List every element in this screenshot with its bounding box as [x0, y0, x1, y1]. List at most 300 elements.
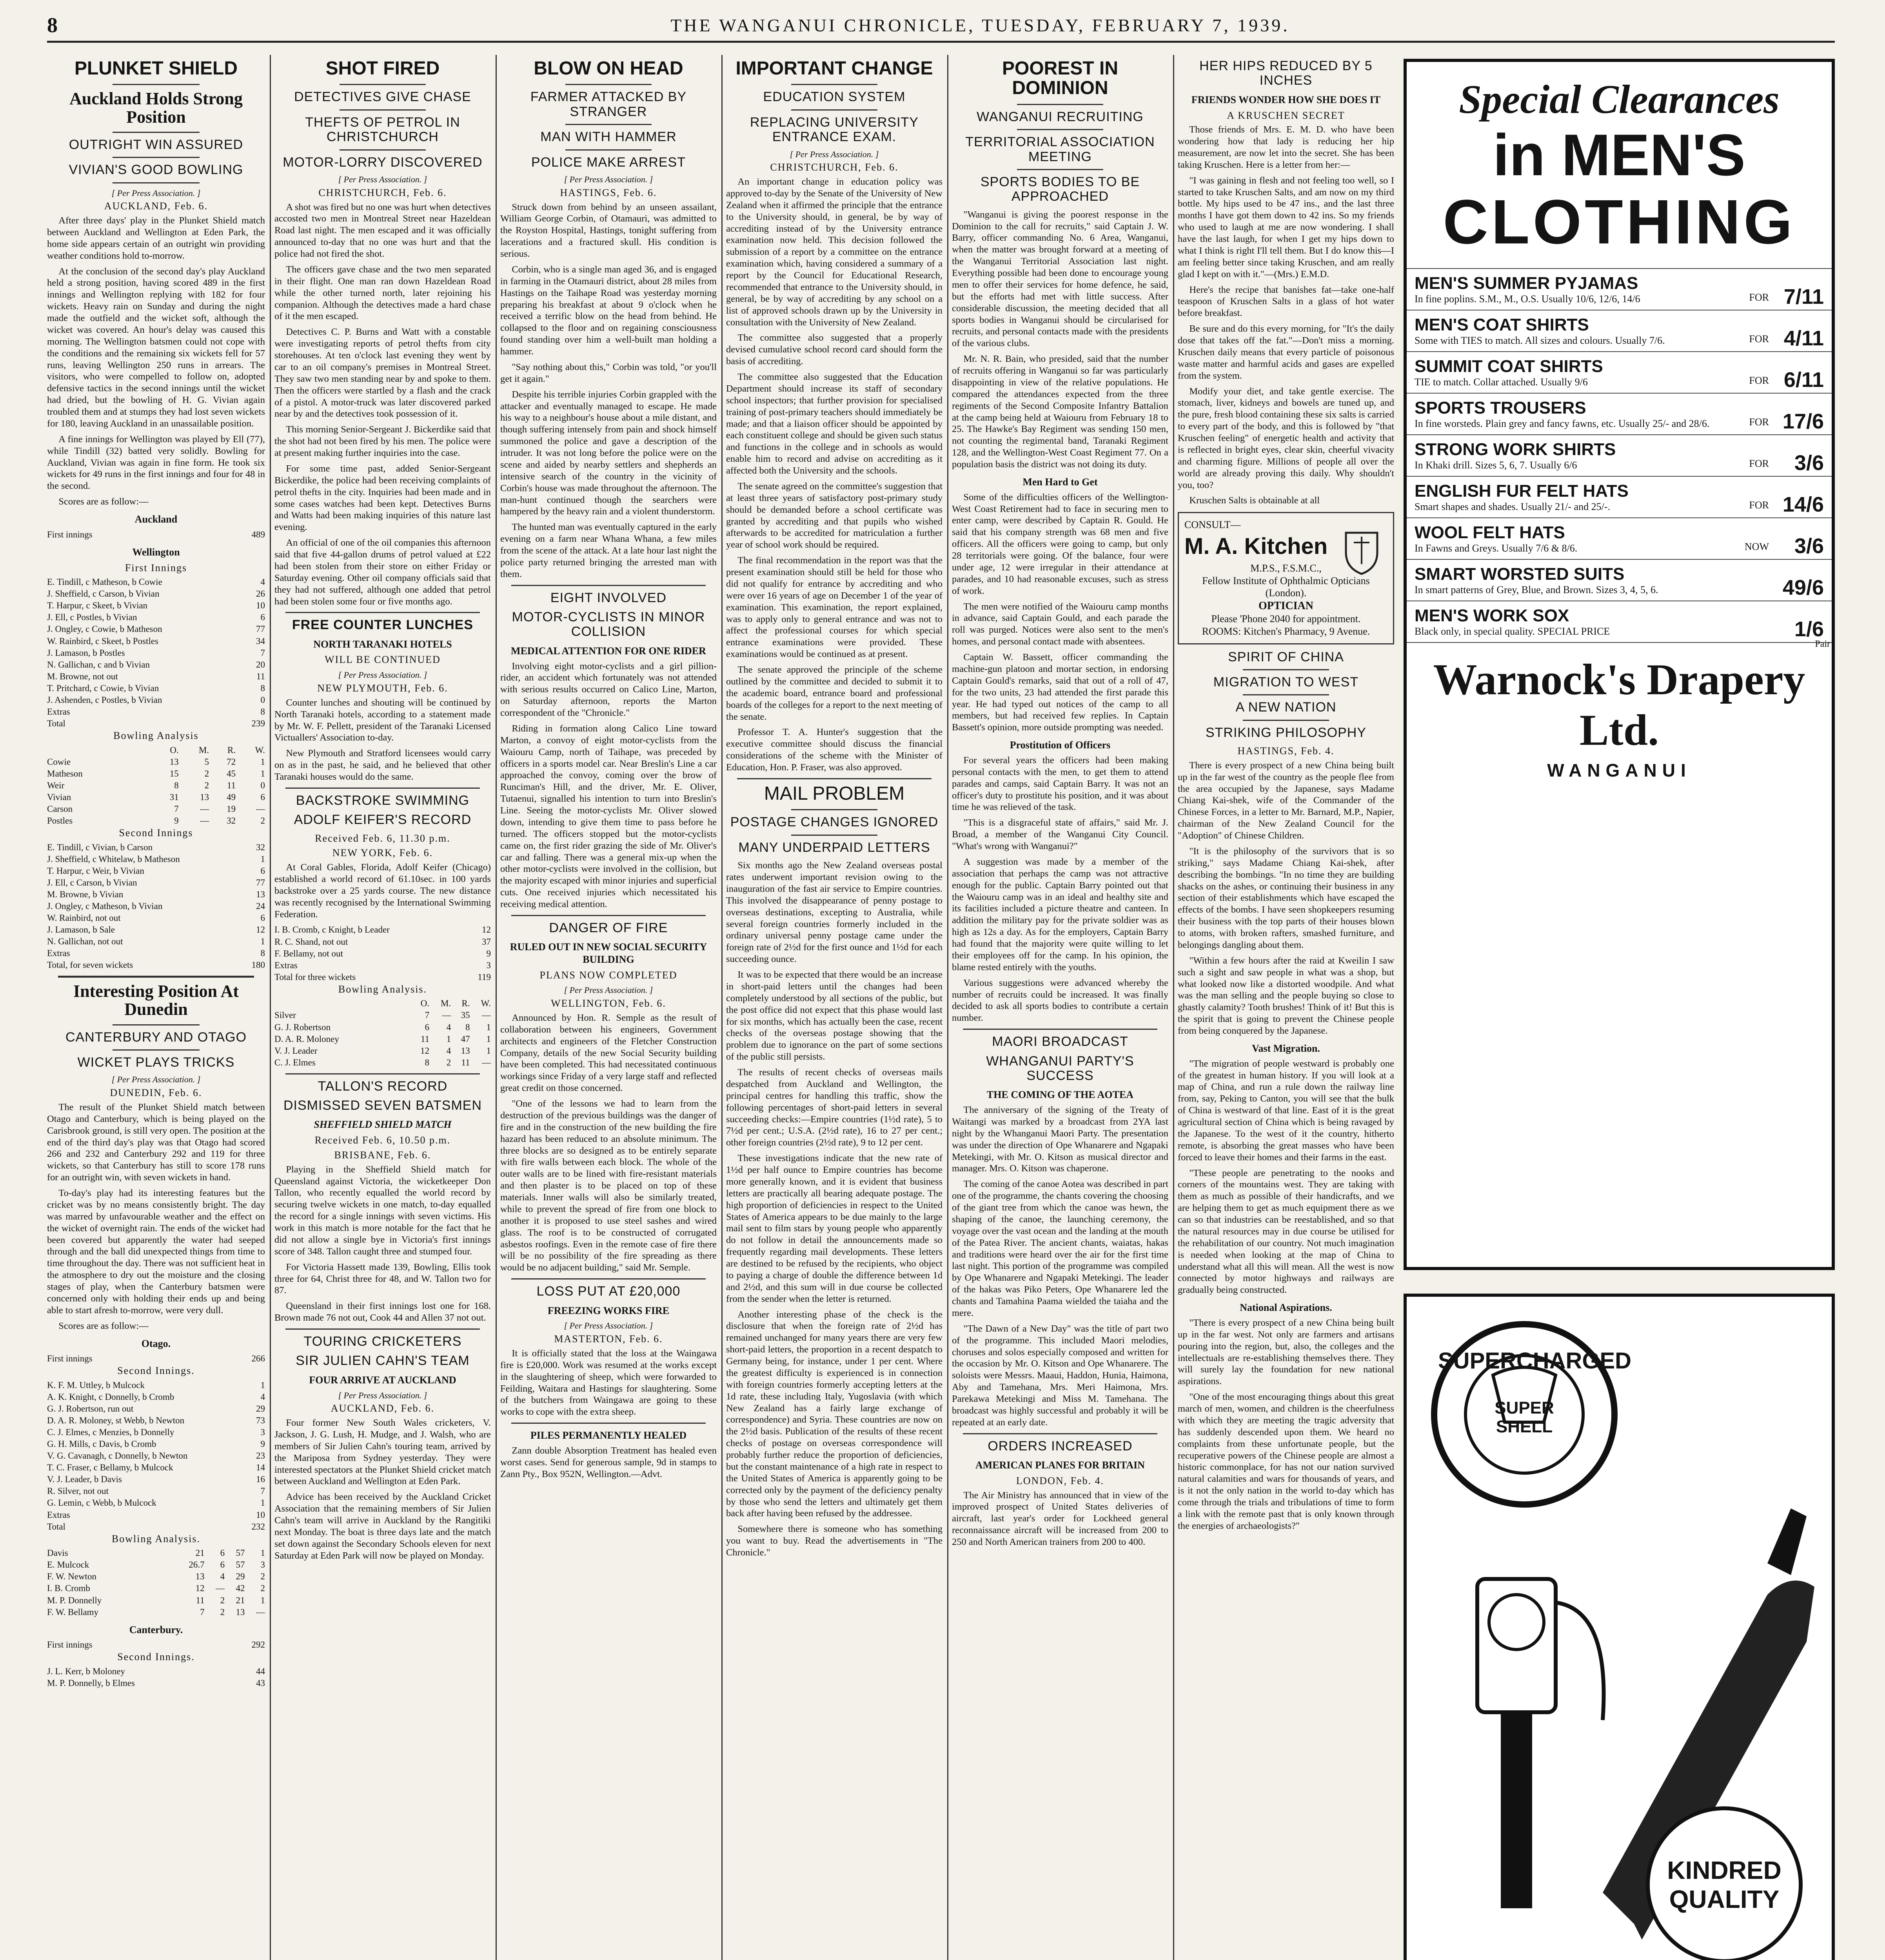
scorecard-auckland [47, 529, 265, 541]
score-value: — [442, 1010, 451, 1020]
ad-item-price: 3/6 [1794, 534, 1824, 558]
ad-item-desc: Black only, in special quality. SPECIAL PRICE [1415, 626, 1610, 637]
score-row [47, 1485, 265, 1497]
headline-plunket-shield: PLUNKET SHIELD [74, 58, 238, 79]
dateline: AUCKLAND, Feb. 6. [331, 1403, 435, 1414]
paragraph: Announced by Hon. R. Semple as the result of collaboration between his engineers, Government architects and engineers of the Fletcher Construction Company, details of the new Social Security building have been completed. This had necessitated continuous workings since Friday of a very large staff and reflected great credit on those concerned. [500, 1012, 717, 1094]
score-value: 14 [256, 1463, 265, 1473]
ad-item [1407, 476, 1832, 517]
score-value: 2 [260, 1583, 265, 1593]
score-row [47, 1639, 265, 1651]
score-value: 9 [486, 948, 491, 958]
score-row [47, 647, 265, 659]
headline-kruschen: HER HIPS REDUCED BY 5 INCHES [1199, 58, 1373, 88]
ad-item-desc: In fine worsteds. Plain grey and fancy fawns, etc. Usually 25/- and 28/6. [1415, 418, 1710, 429]
newspaper-title: THE WANGANUI CHRONICLE, TUESDAY, FEBRUARY 7, 1939. [670, 15, 1290, 35]
score-value: 7 [200, 1607, 205, 1617]
divider [791, 109, 878, 111]
paragraph: Struck down from behind by an unseen assailant, William George Corbin, of Otamauri, was admitted to the Royston Hospital, Hastings, tonight suffering from lacerations and a fractured skull. His condition is serious. [500, 201, 717, 259]
masthead [47, 9, 1835, 43]
score-row [274, 1045, 491, 1057]
shell-advert [1404, 1294, 1835, 1960]
column-4 [726, 55, 942, 1960]
divider [113, 157, 200, 158]
headline-tallon: TALLON'S RECORD [318, 1078, 448, 1094]
deck: RULED OUT IN NEW SOCIAL SECURITY BUILDING [510, 941, 707, 965]
score-label: First innings [47, 529, 93, 539]
score-value: 13 [195, 1572, 205, 1582]
score-value: 0 [260, 695, 265, 705]
score-label: V. G. Cavanagh, c Donnelly, b Newton [47, 1451, 188, 1461]
paragraph: Mr. N. R. Bain, who presided, said that the number of recruits offering in Wanganui so far was particularly disappointing in view of the relative populations. He compared the attendances expected from the three regiments of the Second Composite Infantry Battalion at the camp being held at Waiouru from February 18 to 25. The Hawke's Bay Regiment was sending 150 men, not counting the regimental band, Taranaki Regiment 128, and the Wellington-West Coast Regiment 77. On a population basis the district was not doing its duty. [952, 354, 1168, 470]
ad-item [1407, 559, 1832, 601]
score-label: J. Ell, c Carson, b Vivian [47, 877, 137, 887]
deck: VIVIAN'S GOOD BOWLING [69, 162, 243, 178]
score-value: 21 [195, 1548, 205, 1558]
deck: FREEZING WORKS FIRE [547, 1305, 670, 1316]
paragraph: It is officially stated that the loss at the Waingawa fire is £20,000. Work was resumed at the works except in the slaughtering of sheep, which were forwarded to Feilding, Waitara and Hastings for slaughtering. Some of the butchers from Waingawa are going to these works to cope with the extra sheep. [500, 1348, 717, 1417]
dateline: HASTINGS, Feb. 4. [1237, 745, 1335, 757]
kitchen-fellow: Fellow Institute of Ophthalmic Opticians (London). [1202, 575, 1370, 599]
paragraph: Queensland in their first innings lost one for 168. Brown made 76 not out, Cook 44 and Allen 37 not out. [274, 1301, 491, 1323]
paragraph: "The migration of people westward is probably one of the greatest in human history. If you will look at a map of China, and run a rule down the railway line from, say, Peking to Canton, you will see that the bulk of China is westward of that line. East of it is the great agricultural section of China which is being ravaged by the Japanese. To the west of it the country, hitherto remote, is absorbing the great masses who have been forced to leave their homes and their farms in the east. [1178, 1058, 1394, 1163]
innings-label: Second Innings. [117, 1651, 195, 1663]
headline-eight-involved: EIGHT INVOLVED [550, 590, 667, 605]
score-value: 12 [195, 1583, 205, 1593]
paragraph: Six months ago the New Zealand overseas postal rates underwent important revision owing to the inauguration of the fast air service to Empire countries. This involved the disappearance of penny postage to overseas destinations, excepting to Australia, while several foreign countries formerly included in the ordinary universal penny postage came under the foreign rate of 2½d for the first ounce and 1½d for each succeeding ounce. [726, 860, 942, 965]
paragraph: Kruschen Salts is obtainable at all [1189, 495, 1320, 506]
ad-item-name: MEN'S SUMMER PYJAMAS [1415, 274, 1638, 293]
score-row [274, 1022, 491, 1033]
score-label: Vivian [47, 792, 71, 802]
bowling-header-cell: O. [420, 998, 430, 1009]
headline-blow-on-head: BLOW ON HEAD [534, 58, 683, 79]
score-label: G. H. Mills, c Davis, b Cromb [47, 1439, 156, 1449]
paragraph: The committee also suggested that the Education Department should increase its staff of secondary school inspectors; that further provision for specialised training of post-primary teachers should immediately be made; and that a liaison officer should be appointed by each constituent college and should be given such status and functions in the college and in schools as would enable him to record and advise on accrediting as it affected both the University and the schools. [726, 372, 942, 476]
paragraph: A fine innings for Wellington was played by Ell (77), while Tindill (32) batted very solidly. Bowling for Auckland, Vivian was again in fine form. He took six wickets for 49 runs in the first innings and four for 48 in the second. [47, 434, 265, 492]
divider [1243, 694, 1329, 695]
score-value: 12 [482, 925, 491, 935]
byline: [ Per Press Association. ] [338, 1390, 427, 1400]
score-row [47, 1583, 265, 1594]
score-value: 37 [482, 936, 491, 947]
score-value: — [200, 815, 209, 826]
score-row [47, 936, 265, 947]
score-label: J. Ongley, c Cowie, b Matheson [47, 624, 162, 634]
dateline: DUNEDIN, Feb. 6. [110, 1087, 202, 1099]
score-value: 8 [260, 683, 265, 693]
bowling-label: Bowling Analysis. [111, 1533, 201, 1544]
paragraph: "One of the most encouraging things about this great march of men, women, and children is the cheerfulness with which they are meeting the tragic adversity that has suddenly descended upon them. We heard no complaints from these unfortunate people, but the recuperative powers of the Chinese people are almost a historic commonplace, for has not our nation survived natural calamities and wars for thousands of years, and is it not the only nation in the world to-day which has come through the trials and tribulations of time to form a link with the remote past that is only known through the energies of archaeologists?" [1178, 1392, 1394, 1531]
score-label: N. Gallichan, not out [47, 936, 123, 947]
divider [285, 1328, 480, 1330]
score-value: 119 [478, 972, 491, 982]
bowling-header [47, 744, 265, 756]
ad-item [1407, 393, 1832, 434]
score-value: 1 [260, 1498, 265, 1508]
score-row [47, 803, 265, 815]
subheading: Vast Migration. [1252, 1042, 1320, 1054]
headline-orders: ORDERS INCREASED [988, 1438, 1133, 1454]
score-row [47, 635, 265, 647]
kindred-text: KINDRED [1667, 1856, 1781, 1884]
divider [791, 809, 878, 810]
score-value: 32 [227, 815, 236, 826]
score-label: T. Harpur, c Weir, b Vivian [47, 866, 144, 876]
bowling-header-cell: R. [227, 745, 236, 755]
ad-item-name: SUMMIT COAT SHIRTS [1415, 357, 1603, 376]
score-value: 31 [169, 792, 179, 802]
deck: STRIKING PHILOSOPHY [1205, 725, 1367, 740]
paragraph: "The Dawn of a New Day" was the title of part two of the programme. This included Maori melodies, choruses and solos especially composed and written for the occasion by Mr. O. Kitson and Ope Whanarere. The soloists were Messrs. Maaui, Haddon, Hunia, Haimona, Aby and Tamehana, Mrs. Meri Haimona, Mrs. Parekawa Metekingi and Miss M. Tamehana. The broadcast was highly successful and probably it will be repeated at an early date. [952, 1323, 1168, 1428]
score-value: 1 [260, 854, 265, 864]
score-label: V. J. Leader [274, 1045, 318, 1056]
divider [58, 976, 254, 978]
column-2 [274, 55, 491, 1960]
scorecard-wellington-second [47, 842, 265, 959]
kindred-quality-badge [1646, 1806, 1803, 1960]
score-value: 15 [169, 768, 179, 779]
score-label: J. L. Kerr, b Moloney [47, 1666, 125, 1677]
paragraph: The anniversary of the signing of the Treaty of Waitangi was marked by a broadcast from 2YA last night by the Whanganui Maori Party. The presentation was under the direction of Ope Whanarere and Ngapaki Metekingi, with Mr. O. Kitson as musical director and manager. Mrs. O. Kitson was chaperone. [952, 1105, 1168, 1174]
score-value: 1 [486, 1034, 491, 1044]
divider [1243, 669, 1329, 670]
score-label: Extras [47, 706, 70, 717]
score-value: 2 [204, 768, 209, 779]
column-rule [270, 55, 271, 1960]
score-value: 6 [425, 1022, 430, 1032]
ad-item-price: 4/11 [1783, 327, 1824, 350]
dateline: CHRISTCHURCH, Feb. 6. [318, 187, 447, 198]
kitchen-name: M. A. Kitchen [1184, 534, 1328, 559]
score-value: 23 [256, 1451, 265, 1461]
score-row [47, 889, 265, 900]
score-row [47, 588, 265, 600]
score-row [47, 706, 265, 718]
paragraph: Despite his terrible injuries Corbin grappled with the attacker and eventually managed to escape. He made his way to a neighbour's house about a mile distant, and though suffering intensely from pain and shock himself summoned the police and gave a description of the intruder. It was not long before the police were on the scene and aided by nearby settlers and shepherds an intensive search of the country in the vicinity of Corbin's house was made throughout the afternoon. The man-hunt continued though the searchers were hampered by the heavy rain and a violent thunderstorm. [500, 389, 717, 517]
deck: SIR JULIEN CAHN'S TEAM [296, 1353, 470, 1368]
headline-spirit-of-china: SPIRIT OF CHINA [1228, 649, 1344, 664]
deck: MAN WITH HAMMER [540, 129, 677, 145]
paragraph: The senate approved the principle of the scheme outlined by the committee and decided to submit it to the academic board, entrance board and professional boards of the colleges for a report to the next meeting of the senate. [726, 664, 942, 722]
score-label: First innings [47, 1354, 93, 1364]
divider [1017, 104, 1104, 105]
score-value: 4 [446, 1022, 451, 1032]
ad-item-name: WOOL FELT HATS [1415, 523, 1565, 542]
paragraph: Scores are as follow:— [58, 496, 149, 507]
score-value: 2 [204, 780, 209, 790]
score-row [47, 900, 265, 912]
divider [791, 84, 878, 85]
bowling-header-cell: M. [198, 745, 209, 755]
paragraph: Four former New South Wales cricketers, V. Jackson, J. G. Lush, H. Mudge, and J. Walsh, who are members of Sir Julien Cahn's touring team, arrived by the Mariposa from Sydney yesterday. They were interested spectators at the Plunket Shield cricket match between Auckland and Wellington at Eden Park. [274, 1417, 491, 1487]
paragraph: Another interesting phase of the check is the disclosure that when the foreign rate of 2½d has remained unchanged for many years there are very few short-paid letters, the proportion in a recent despatch to Germany being, for instance, under 1 per cent. Where the greatest difficulty is experienced is in connection with foreign countries formerly accepting letters at the 1d rate, these including Italy, Yugoslavia (with which New Zealand has a fairly large exchange of correspondence) and Syria. These countries are now on the 2½d basis. Publication of the results of these recent checks of postage on overseas correspondence will probably further reduce the proportion of deficiencies, but the constant maintenance of a high rate in respect to the United States of America is apparently going to be corrected only by the payment of the deficiency penalty by those who send the letters and ultimately get them back after having been refused by the addressee. [726, 1309, 942, 1519]
score-value: 3 [486, 960, 491, 970]
score-label: Total for three wickets [274, 972, 356, 982]
score-value: 45 [227, 768, 236, 779]
column-6 [1178, 55, 1394, 1960]
paragraph: "One of the lessons we had to learn from the destruction of the previous buildings was the danger of fire and in the construction of the new building the fire hazard has been reduced to an absolute minimum. The three blocks are so designed as to be entirely separate with fire walls between each block. The whole of the outer walls are to be lined with fire-resistant materials and then plaster is to be placed on top of these materials. Inner walls will also be similarly treated, while to prevent the spread of fire from one block to another it is proposed to use steel sashes and wired glass. The roof is to be constructed of corrugated asbestos roofings. Even in the remote case of fire there will be no possibility of the fire spreading as there would be no adjacent building," said Mr. Semple. [500, 1098, 717, 1273]
scorecard-canterbury-cont [274, 924, 491, 971]
score-row [47, 600, 265, 612]
dateline: LONDON, Feb. 4. [1016, 1475, 1104, 1486]
deck: WHANGANUI PARTY'S SUCCESS [986, 1053, 1134, 1083]
score-label: M. P. Donnelly, b Elmes [47, 1678, 135, 1688]
deck: THE COMING OF THE AOTEA [986, 1089, 1134, 1101]
score-row [47, 671, 265, 682]
paragraph: "Wanganui is giving the poorest response in the Dominion to the call for recruits," said Captain J. W. Barry, officer commanding No. 6 Area, Wanganui, when the matter was brought forward at a meeting of the Wanganui Territorial Association last night. Everything possible had been done to encourage young men to offer their services for home defence, he said, but the efforts had met with little success. After considerable discussion, the meeting decided that all sports bodies in Wanganui should be circularised for recruits, and personal contacts made with the presidents of the various clubs. [952, 209, 1168, 349]
score-label: I. B. Cromb [47, 1583, 90, 1593]
scorecard-total [47, 959, 265, 971]
column-rule [947, 55, 948, 1960]
headline-loss: LOSS PUT AT £20,000 [536, 1284, 681, 1299]
paragraph: The results of recent checks of overseas mails despatched from Auckland and Wellington, the principal centres for handling this traffic, show the following percentages of short-paid letters in several succeeding checks:—Empire countries (1½d rate), 5 to 7½d per cent.; U.S.A. (2½d rate), 16 to 27 per cent.; other foreign countries (2½d rate), 9 to 12 per cent. [726, 1067, 942, 1148]
ad-item-desc: Smart shapes and shades. Usually 21/- and 25/-. [1415, 501, 1610, 512]
deck: FOUR ARRIVE AT AUCKLAND [309, 1374, 456, 1386]
score-row [47, 865, 265, 877]
ad-item-price: 14/6 [1782, 493, 1824, 516]
divider [963, 1029, 1158, 1030]
score-value: 13 [169, 757, 179, 767]
paragraph: Riding in formation along Calico Line toward Marton, a convoy of eight motor-cyclists from the Waiouru Camp, north of Taihape, was preceded by officers in a sports model car. Near Breslin's Line a car approached the convoy, coming over the brow of Runciman's Hill, and the driver, Mr. E. Oliver, Tutaenui, signalled his intention to turn into Breslin's Line. Seeing the motor-cyclists Mr. Oliver slowed down, intending to give them time to pass before he turned. The officers stopped but the motor-cyclists came on, the first rider grazing the side of Mr. Oliver's car and falling. There was a general mix-up when the other motor-cyclists were involved in the collision, but the majority escaped with minor injuries and superficial cuts. One received injuries which necessitated his receiving medical attention. [500, 723, 717, 910]
score-value: 1 [260, 768, 265, 779]
score-value: 8 [425, 1057, 430, 1067]
paragraph: The senate agreed on the committee's suggestion that at least three years of satisfactory post-primary study should be demanded before a school certificate was granted by accrediting and that pupils who wished afterwards to be accredited for matriculation a further year of school work should be required. [726, 481, 942, 550]
deck: CANTERBURY AND OTAGO [65, 1029, 247, 1045]
ad-item [1407, 601, 1832, 649]
score-row [47, 924, 265, 936]
score-value: 0 [260, 780, 265, 790]
paragraph: Here's the recipe that banishes fat—take one-half teaspoon of Kruschen Salts in a glass of hot water before breakfast. [1178, 284, 1394, 319]
score-value: — [216, 1583, 225, 1593]
scorecard-otago-second [47, 1379, 265, 1521]
headline-shot-fired: SHOT FIRED [325, 58, 440, 79]
paragraph: For several years the officers had been making personal contacts with the men, to get them to attend parades and camps, said Captain Barry. It was not an officer's duty to prostitute his position, and it was about time he was relieved of the task. [952, 755, 1168, 813]
score-row [47, 1606, 265, 1618]
score-row [47, 1509, 265, 1521]
score-value: 3 [260, 1427, 265, 1437]
score-label: G. Lemin, c Webb, b Mulcock [47, 1498, 156, 1508]
store-name: Warnock's Drapery Ltd. [1433, 655, 1805, 755]
score-label: V. J. Leader, b Davis [47, 1474, 122, 1485]
score-row [274, 960, 491, 971]
score-label: T. Pritchard, c Cowie, b Vivian [47, 683, 159, 693]
score-label: Davis [47, 1548, 68, 1558]
score-label: J. Ell, c Postles, b Vivian [47, 612, 137, 622]
deck: SPORTS BODIES TO BE APPROACHED [980, 174, 1140, 204]
score-label: Cowie [47, 757, 71, 767]
headline-piles: PILES PERMANENTLY HEALED [530, 1430, 687, 1441]
deck: MEDICAL ATTENTION FOR ONE RIDER [511, 645, 706, 657]
divider [511, 585, 706, 586]
score-row [47, 1497, 265, 1509]
innings-label: Second Innings [119, 827, 193, 838]
score-value: 6 [260, 913, 265, 923]
score-label: J. Ongley, c Matheson, b Vivian [47, 901, 163, 911]
paragraph: "I was gaining in flesh and not feeling too well, so I started to take Kruschen Salts, and am now on my third bottle. My hips used to be 47 ins., and the last three months I have got them down to 42 ins. So my friends who used to laugh at me are now wondering. I shall have the last laugh, for when I get my hips down to what I think is right I'll tell them. But I do know this—I am feeling better since taking Kruschen, and am really glad I kept on with it."—(Mrs.) E.M.D. [1178, 175, 1394, 279]
deck: A NEW NATION [1235, 700, 1337, 715]
score-value: 1 [260, 1595, 265, 1605]
score-value: 8 [174, 780, 179, 790]
score-value: 9 [260, 1439, 265, 1449]
score-value: 4 [260, 1392, 265, 1402]
ad-item-list [1407, 268, 1832, 649]
score-row [47, 1415, 265, 1426]
ad-item-name: SPORTS TROUSERS [1415, 398, 1586, 417]
ad-item-label: FOR [1749, 416, 1769, 428]
score-row [47, 694, 265, 706]
score-label: Total [47, 718, 65, 728]
paragraph: At Coral Gables, Florida, Adolf Keifer (Chicago) established a world record of 61.10sec. in 100 yards backstroke over a 25 yards course. The new distance was recently recognised by the International Swimming Federation. [274, 862, 491, 920]
innings-label: First Innings [125, 562, 187, 573]
score-row [47, 791, 265, 803]
score-label: F. Bellamy, not out [274, 948, 343, 958]
bowling-header-cell: R. [461, 998, 470, 1009]
deck: POSTAGE CHANGES IGNORED [730, 815, 939, 830]
score-value: 7 [260, 1486, 265, 1496]
paragraph: An important change in education policy was approved to-day by the Senate of the University of New Zealand when it affirmed the principle that the entrance to the University should, in general, be by way of accrediting instead of by the University entrance examination now held. This decision followed the submission of a report by a committee on the entrance examination which, having considered a summary of a report by the Council for Educational Research, recommended that entrance to the University should, in general, be by way of accrediting by any school on a list of approved schools drawn up by the University in consultation with the University of New Zealand. [726, 176, 942, 328]
score-value: 72 [227, 757, 236, 767]
score-value: 13 [200, 792, 209, 802]
deck: SHEFFIELD SHIELD MATCH [314, 1119, 452, 1131]
score-value: 34 [256, 636, 265, 646]
headline-backstroke: BACKSTROKE SWIMMING [296, 793, 470, 808]
ad-item-desc: In Fawns and Greys. Usually 7/6 & 8/6. [1415, 543, 1578, 554]
divider [340, 149, 426, 151]
paragraph: "There is every prospect of a new China being built up in the far west. Not only are farmers and artisans pouring into the region, but, also, the colleges and the intellectuals are re-establishing themselves there. They will surely lay the foundation for new national aspirations. [1178, 1317, 1394, 1387]
scorecard-canterbury-second [47, 1666, 265, 1689]
deck: POLICE MAKE ARREST [531, 154, 686, 170]
bowling-label: Bowling Analysis [113, 730, 199, 741]
deck: EDUCATION SYSTEM [763, 89, 906, 105]
deck: MIGRATION TO WEST [1213, 674, 1359, 690]
score-label: Matheson [47, 768, 83, 779]
score-row [274, 1057, 491, 1069]
score-value: 47 [461, 1034, 470, 1044]
ad-item [1407, 434, 1832, 476]
paragraph: Be sure and do this every morning, for "It's the daily dose that takes off the fat."—Don't miss a morning. Kruschen daily means that every particle of poisonous waste matter and harmful acids and gases are expelled from the system. [1178, 323, 1394, 381]
byline: [ Per Press Association. ] [564, 1321, 653, 1331]
paragraph: "This is a disgraceful state of affairs," said Mr. J. Broad, a member of the Wanganui City Council. "What's wrong with Wanganui?" [952, 817, 1168, 852]
column-5 [952, 55, 1168, 1960]
score-row [47, 959, 265, 971]
score-row [47, 659, 265, 671]
score-value: 180 [251, 960, 265, 970]
badge-super-shell: SUPER SHELL [1495, 1398, 1554, 1437]
bowling-analysis [274, 998, 491, 1068]
deck: PLANS NOW COMPLETED [539, 969, 677, 981]
score-label: Total, for seven wickets [47, 960, 133, 970]
score-value: 26.7 [189, 1560, 205, 1570]
divider [565, 124, 652, 125]
deck: WANGANUI RECRUITING [977, 109, 1144, 124]
paragraph: "These people are penetrating to the nooks and corners of the mountains west. They are taking with them as much as possible of their handicrafts, and we are helping them to get as much equipment there as we can so that industries can be reestablished, and so that the natural resources may in due course be utilised for the rehabilitation of our country. Not much imagination is needed when looking at the map of China to understand what all this will mean. All the west is now connected by motor highways and railways are gradually being constructed. [1178, 1167, 1394, 1296]
score-row [47, 853, 265, 865]
paragraph: The result of the Plunket Shield match between Otago and Canterbury, which is being played on the Carisbrook ground, is still very open. The position at the end of the third day's play was that Otago had scored 266 and 232 and Canterbury 292 and 119 for three wickets, so that Canterbury has still to score 178 runs for an outright win, with seven wickets in hand. [47, 1102, 265, 1183]
byline: [ Per Press Association. ] [790, 149, 879, 159]
score-label: D. A. R. Moloney, st Webb, b Newton [47, 1416, 185, 1426]
score-label: Extras [47, 1510, 70, 1520]
ad-heading-clothing: CLOTHING [1443, 187, 1796, 257]
score-row [47, 1379, 265, 1391]
score-value: 489 [251, 529, 265, 539]
headline-dunedin: Interesting Position At Dunedin [73, 982, 239, 1019]
byline: [ Per Press Association. ] [338, 174, 427, 184]
divider [791, 835, 878, 836]
deck: WICKET PLAYS TRICKS [77, 1054, 235, 1070]
score-row [47, 1677, 265, 1689]
divider [565, 149, 652, 151]
bowling-header-cell: O. [170, 745, 179, 755]
paragraph: These investigations indicate that the new rate of 1½d per half ounce to Empire countries has become more generally known, and it is evident that business letters are practically all bearing adequate postage. The high proportion of deficiencies in respect to the United States of America appears to be due mainly to the large mail sent to film stars by young people who apparently do not follow in detail the announcements made so frequently regarding mail developments. These letters are destined to be refused by the recipients, who object to paying a charge of double the difference between 1d and 2½d, and this sum will in due course be collected from the sender when the letter is returned. [726, 1153, 942, 1304]
score-value: 19 [227, 804, 236, 814]
divider [340, 84, 426, 85]
divider [340, 109, 426, 111]
column-rule [1173, 55, 1174, 1960]
score-label: M. Browne, b Vivian [47, 889, 123, 899]
score-value: 4 [260, 577, 265, 587]
score-value: 11 [256, 671, 265, 681]
score-label: I. B. Cromb, c Knight, b Leader [274, 925, 390, 935]
store-town: WANGANUI [1547, 760, 1691, 780]
scorecard-total [274, 971, 491, 983]
headline-counter-lunches: FREE COUNTER LUNCHES [292, 617, 474, 633]
score-row [47, 1571, 265, 1583]
consult-label: CONSULT— [1184, 519, 1241, 531]
badge-supercharged: SUPERCHARGED [1438, 1348, 1632, 1374]
ad-item-name: MEN'S WORK SOX [1415, 606, 1569, 625]
score-value: 2 [260, 1572, 265, 1582]
scorecard-otago [47, 1353, 265, 1365]
warnocks-advert [1404, 59, 1835, 1270]
paragraph: Detectives C. P. Burns and Watt with a constable were investigating reports of petrol thefts from city storehouses. At ten o'clock last evening they went by car to an oil company's premises in Montreal Street. They saw two men standing near by and spoke to them. Then the officers were startled by a flash and the crack of a pistol. A motor-truck was later discovered parked near by and the detectives took possession of it. [274, 327, 491, 419]
byline: [ Per Press Association. ] [564, 174, 653, 184]
divider [565, 84, 652, 85]
score-label: Postles [47, 815, 73, 826]
score-row [274, 936, 491, 948]
headline-danger-of-fire: DANGER OF FIRE [549, 920, 668, 935]
deck: DETECTIVES GIVE CHASE [294, 89, 471, 105]
score-label: M. Browne, not out [47, 671, 118, 681]
score-row [274, 1033, 491, 1045]
paragraph: The committee also suggested that a properly devised cumulative school record card should form the basis of accrediting. [726, 332, 942, 367]
score-row [274, 971, 491, 983]
score-value: 13 [256, 889, 265, 899]
score-value: 6 [260, 866, 265, 876]
ad-item-price: 49/6 [1782, 576, 1824, 599]
dateline: CHRISTCHURCH, Feb. 6. [770, 162, 899, 173]
score-label: F. W. Newton [47, 1572, 96, 1582]
dateline: MASTERTON, Feb. 6. [554, 1333, 663, 1345]
ad-item-desc: Some with TIES to match. All sizes and colours. Usually 7/6. [1415, 335, 1665, 346]
headline-touring: TOURING CRICKETERS [303, 1334, 462, 1349]
ad-item-name: ENGLISH FUR FELT HATS [1415, 481, 1629, 501]
team-heading: Canterbury. [129, 1624, 183, 1635]
score-value: 24 [256, 901, 265, 911]
score-row [47, 1521, 265, 1533]
score-value: 49 [227, 792, 236, 802]
innings-label: Second Innings. [117, 1365, 195, 1377]
score-row [47, 815, 265, 827]
score-row [47, 1438, 265, 1450]
paragraph: The final recommendation in the report was that the present examination should still be held for those who did not qualify for entrance by accrediting and who were over 16 years of age on December 1 of the year of examination. This examination, the report explained, was to apply only to general entrance and was not to affect the professional courses for which special entrance examinations were provided. These examinations would be continued as at present. [726, 555, 942, 660]
score-value: 12 [256, 925, 265, 935]
score-label: First innings [47, 1640, 93, 1650]
divider [1017, 169, 1104, 170]
score-row [274, 924, 491, 936]
dateline: NEW YORK, Feb. 6. [332, 847, 433, 859]
score-label: M. P. Donnelly [47, 1595, 102, 1605]
